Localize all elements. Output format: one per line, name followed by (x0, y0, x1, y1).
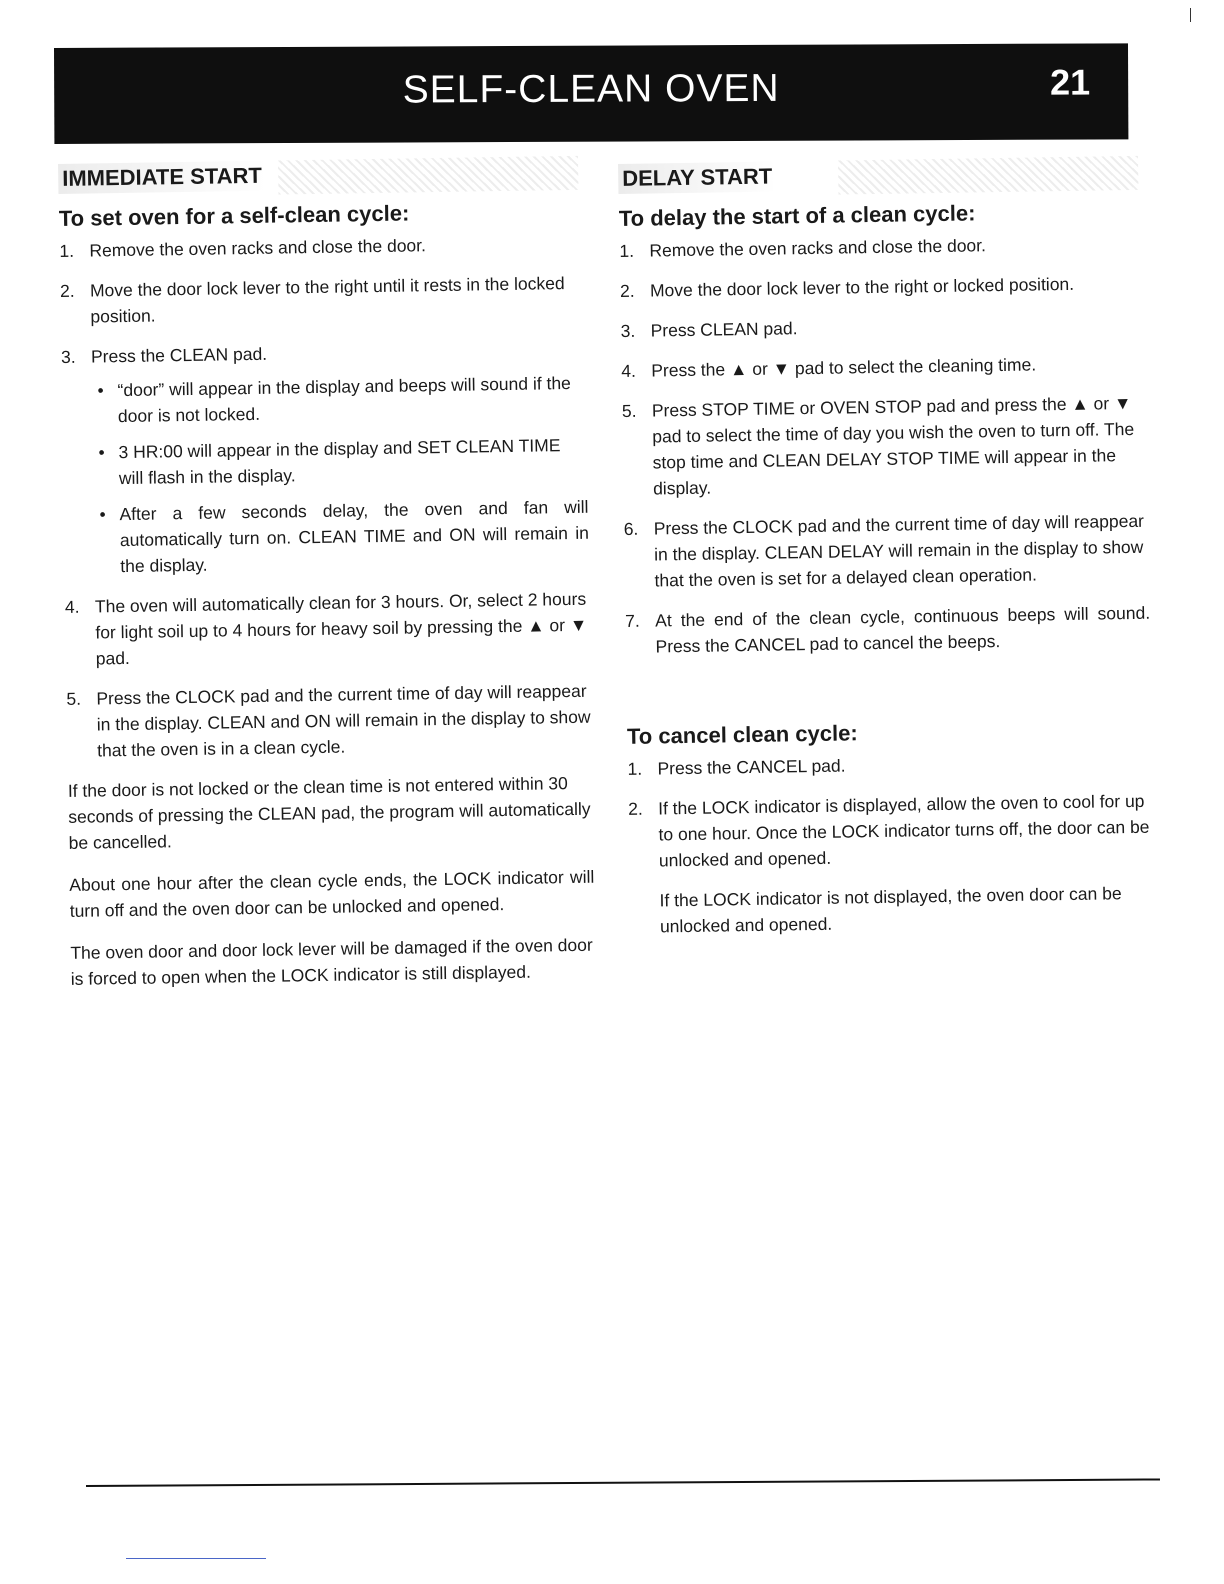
section-label-delay-start: DELAY START (618, 162, 776, 194)
list-item (620, 310, 1145, 344)
up-arrow-icon: ▲ (527, 615, 545, 636)
list-item (66, 678, 592, 764)
list-item (61, 336, 590, 580)
footer-rule (86, 1478, 1160, 1487)
header-bar (54, 43, 1128, 144)
step-text: Press STOP TIME or OVEN STOP pad and press the (651, 393, 1067, 421)
immediate-start-steps (59, 230, 592, 764)
step-number: 3. (60, 346, 76, 367)
delay-start-steps (619, 230, 1151, 660)
subheading-cancel-clean: To cancel clean cycle: (626, 720, 858, 749)
bullet-text: “door” will appear in the display and beeps will sound if the door is not locked. (117, 372, 571, 427)
page-edge-mark (1190, 8, 1191, 22)
list-item (625, 600, 1151, 660)
step-number: 4. (64, 596, 80, 617)
immediate-start-column (58, 156, 596, 1008)
step-text: pad. (95, 647, 130, 669)
step-text: Press the CLOCK pad and the current time of day will reappear in the display. CLEAN and ON will remain in the display to show that the oven is in a clean cycle. (96, 680, 591, 761)
bullet-dot-icon: • (98, 442, 105, 463)
subheading-delay-start: To delay the start of a clean cycle: (618, 200, 976, 231)
step-number: 2. (59, 280, 75, 301)
delay-start-column (618, 156, 1155, 954)
step-text: Press the (651, 359, 726, 381)
note-paragraph: If the door is not locked or the clean time is not entered within 30 seconds of pressing the CLEAN pad, the program will automatically be cancelled. (67, 773, 591, 853)
step-text: At the end of the clean cycle, continuous beeps will sound. Press the CANCEL pad to cancel the beeps. (655, 602, 1151, 657)
step-text: Press CLEAN pad. (650, 318, 798, 341)
list-item (628, 788, 1155, 940)
note-paragraph: The oven door and door lock lever will be damaged if the oven door is forced to open when the LOCK indicator is still displayed. (70, 934, 593, 989)
list-item (59, 230, 584, 264)
step-number: 5. (66, 688, 82, 709)
page-title: SELF-CLEAN OVEN (402, 66, 780, 112)
bullet-item (91, 370, 587, 430)
list-item (619, 230, 1144, 264)
step-text: Press the CLOCK pad and the current time of day will reappear in the display. CLEAN DELAY will remain in the display to show that the oven is set for a delayed clean operation. (653, 510, 1145, 591)
step-text: Press the CLEAN pad. (90, 343, 268, 367)
list-item (65, 586, 591, 672)
list-item (620, 270, 1145, 304)
step-3-bullets (91, 370, 589, 580)
down-arrow-icon: ▼ (772, 358, 791, 379)
list-item (624, 508, 1150, 594)
bullet-item (93, 494, 589, 580)
step-text: Remove the oven racks and close the door. (89, 235, 427, 261)
down-arrow-icon: ▼ (1113, 392, 1132, 414)
step-text: Press the CANCEL pad. (657, 755, 846, 779)
step-number: 2. (619, 280, 635, 301)
bullet-text: After a few seconds delay, the oven and fan will automatically turn on. CLEAN TIME and ON will remain in the display. (119, 496, 590, 577)
step-number: 3. (620, 320, 636, 341)
step-number: 1. (59, 240, 75, 261)
note-paragraph: About one hour after the clean cycle ends, the LOCK indicator will turn off and the oven door can be unlocked and opened. (69, 866, 595, 921)
down-arrow-icon: ▼ (569, 614, 588, 636)
cancel-note: If the LOCK indicator is not displayed, the oven door can be unlocked and opened. (659, 883, 1122, 937)
bullet-item (92, 432, 588, 492)
step-text-or: or (752, 358, 768, 379)
up-arrow-icon: ▲ (1071, 393, 1089, 414)
step-text-or: or (1093, 393, 1110, 414)
subheading-set-self-clean: To set oven for a self-clean cycle: (58, 200, 410, 231)
step-text: Move the door lock lever to the right until it rests in the locked position. (89, 273, 565, 327)
step-number: 5. (621, 400, 637, 421)
step-number: 2. (627, 798, 643, 819)
footer-blue-line (126, 1558, 266, 1559)
cancel-steps (627, 748, 1155, 940)
section-label-container (58, 156, 584, 202)
bullet-dot-icon: • (97, 380, 104, 401)
step-number: 4. (621, 360, 637, 381)
step-number: 6. (623, 518, 639, 539)
list-item (622, 390, 1149, 502)
step-text-or: or (549, 615, 566, 636)
bullet-text: 3 HR:00 will appear in the display and SET CLEAN TIME will flash in the display. (118, 435, 561, 489)
step-text: pad to select the cleaning time. (794, 354, 1037, 379)
up-arrow-icon: ▲ (729, 358, 748, 380)
step-text: Move the door lock lever to the right or locked position. (649, 273, 1075, 301)
section-spacer (626, 666, 1152, 720)
step-text: Remove the oven racks and close the door. (649, 235, 987, 261)
section-label-immediate-start: IMMEDIATE START (58, 161, 266, 194)
step-text: pad to select the time of day you wish the oven to turn off. The stop time and CLEAN DELAY STOP TIME will appear in the display. (652, 418, 1135, 499)
page-number: 21 (1050, 61, 1091, 103)
list-item (621, 350, 1146, 384)
section-label-container (618, 156, 1144, 202)
step-number: 1. (619, 240, 635, 261)
step-text: If the LOCK indicator is displayed, allow the oven to cool for up to one hour. Once the LOCK indicator turns off, the door can be unlocked and opened. (657, 790, 1150, 871)
step-number: 7. (625, 610, 640, 631)
list-item (627, 748, 1152, 782)
bullet-dot-icon: • (99, 504, 106, 525)
step-number: 1. (627, 758, 643, 779)
step-text: The oven will automatically clean for 3 hours. Or, select 2 hours for light soil up to 4 hours for heavy soil by pressing the (94, 588, 587, 643)
list-item (60, 270, 586, 330)
